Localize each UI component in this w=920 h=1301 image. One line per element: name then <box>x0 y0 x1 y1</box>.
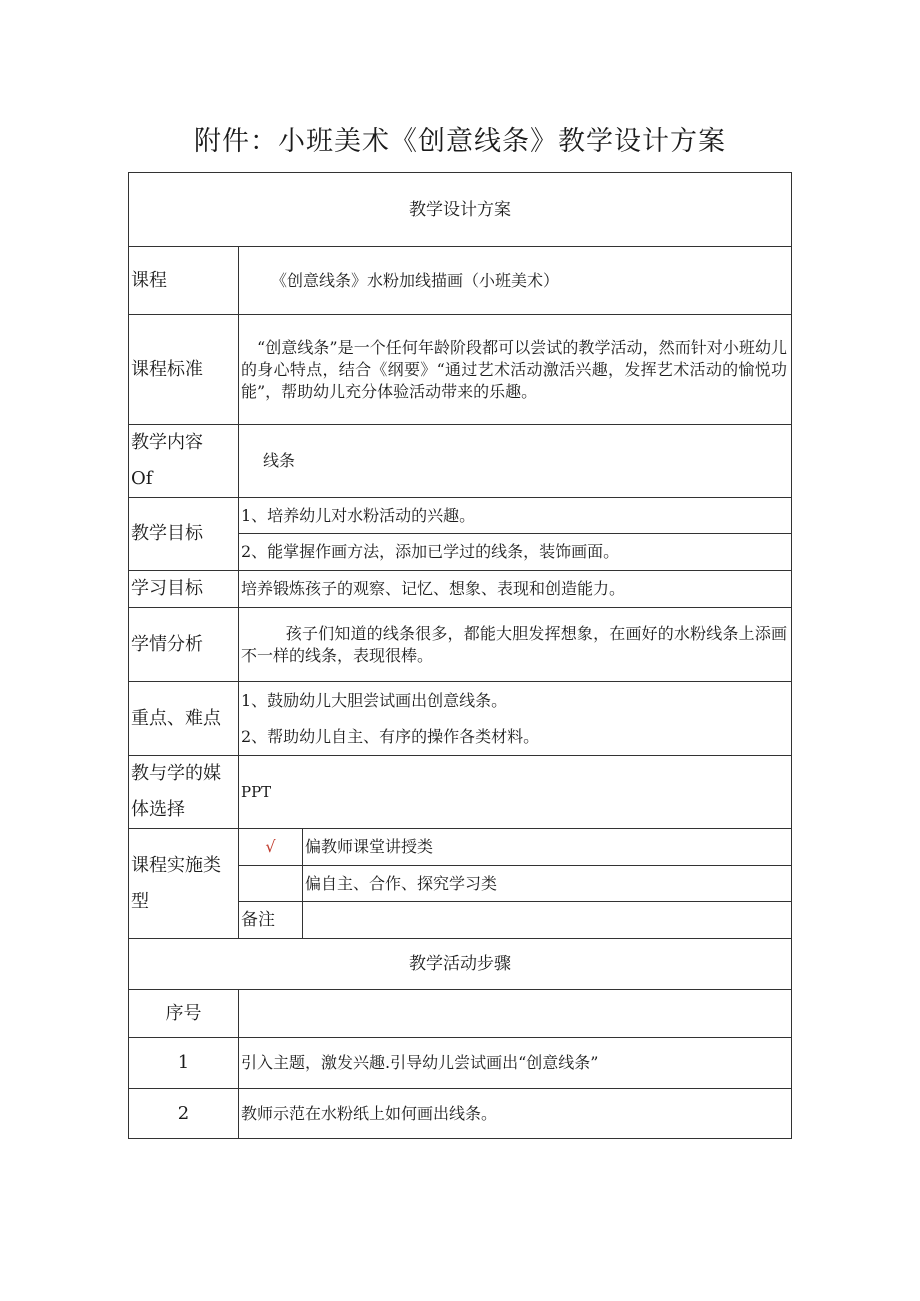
content-value: 线条 <box>239 425 792 498</box>
check-mark: √ <box>239 829 303 866</box>
content-label <box>129 425 239 498</box>
media-row <box>129 756 792 829</box>
key-point-item-1: 1、鼓励幼儿大胆尝试画出创意线条。 <box>241 690 508 710</box>
step-number-2: 2 <box>129 1089 239 1139</box>
key-points-label: 重点、难点 <box>129 682 239 756</box>
course-label: 课程 <box>129 247 239 315</box>
step-text-1: 引入主题，激发兴趣.引导幼儿尝试画出“创意线条” <box>239 1038 792 1089</box>
learning-goals-row <box>129 571 792 608</box>
table-header: 教学设计方案 <box>129 173 792 247</box>
table-header-row <box>129 173 792 247</box>
media-label: 教与学的媒体选择 <box>129 756 239 829</box>
goals-row-1 <box>129 498 792 534</box>
number-header-blank <box>239 990 792 1038</box>
course-value: 《创意线条》水粉加线描画（小班美术） <box>239 247 792 315</box>
goal-item-2: 2、能掌握作画方法，添加已学过的线条，装饰画面。 <box>239 534 792 571</box>
step-row-2 <box>129 1089 792 1139</box>
type-label: 课程实施类型 <box>129 829 239 939</box>
key-points-value <box>239 682 792 756</box>
step-text-2: 教师示范在水粉纸上如何画出线条。 <box>239 1089 792 1139</box>
goal-item-1: 1、培养幼儿对水粉活动的兴趣。 <box>239 498 792 534</box>
type-option-1: 偏教师课堂讲授类 <box>303 829 792 866</box>
steps-header-row <box>129 939 792 990</box>
step-number-1: 1 <box>129 1038 239 1089</box>
remark-label: 备注 <box>239 902 303 939</box>
document-title: 附件：小班美术《创意线条》教学设计方案 <box>194 126 726 157</box>
type-row-1 <box>129 829 792 866</box>
standard-value: “创意线条”是一个任何年龄阶段都可以尝试的教学活动，然而针对小班幼儿的身心特点，结合《纲要》“通过艺术活动激活兴趣，发挥艺术活动的愉悦功能”，帮助幼儿充分体验活动带来的乐趣。 <box>239 315 792 425</box>
standard-label: 课程标准 <box>129 315 239 425</box>
learning-goals-label: 学习目标 <box>129 571 239 608</box>
content-label-line1: 教学内容 <box>131 432 203 453</box>
key-points-row <box>129 682 792 756</box>
steps-number-header-row <box>129 990 792 1038</box>
type-check-empty <box>239 866 303 902</box>
standard-row <box>129 315 792 425</box>
media-value: PPT <box>239 756 792 829</box>
course-row <box>129 247 792 315</box>
steps-header: 教学活动步骤 <box>129 939 792 990</box>
content-row <box>129 425 792 498</box>
goals-label: 教学目标 <box>129 498 239 571</box>
lesson-plan-table <box>128 172 792 1139</box>
analysis-value: 孩子们知道的线条很多，都能大胆发挥想象，在画好的水粉线条上添画不一样的线条，表现很棒。 <box>239 608 792 682</box>
number-header: 序号 <box>129 990 239 1038</box>
remark-value <box>303 902 792 939</box>
content-label-line2: Of <box>131 468 153 489</box>
key-point-item-2: 2、帮助幼儿自主、有序的操作各类材料。 <box>241 726 540 746</box>
learning-goals-value: 培养锻炼孩子的观察、记忆、想象、表现和创造能力。 <box>239 571 792 608</box>
step-row-1 <box>129 1038 792 1089</box>
type-option-2: 偏自主、合作、探究学习类 <box>303 866 792 902</box>
analysis-row <box>129 608 792 682</box>
analysis-label: 学情分析 <box>129 608 239 682</box>
